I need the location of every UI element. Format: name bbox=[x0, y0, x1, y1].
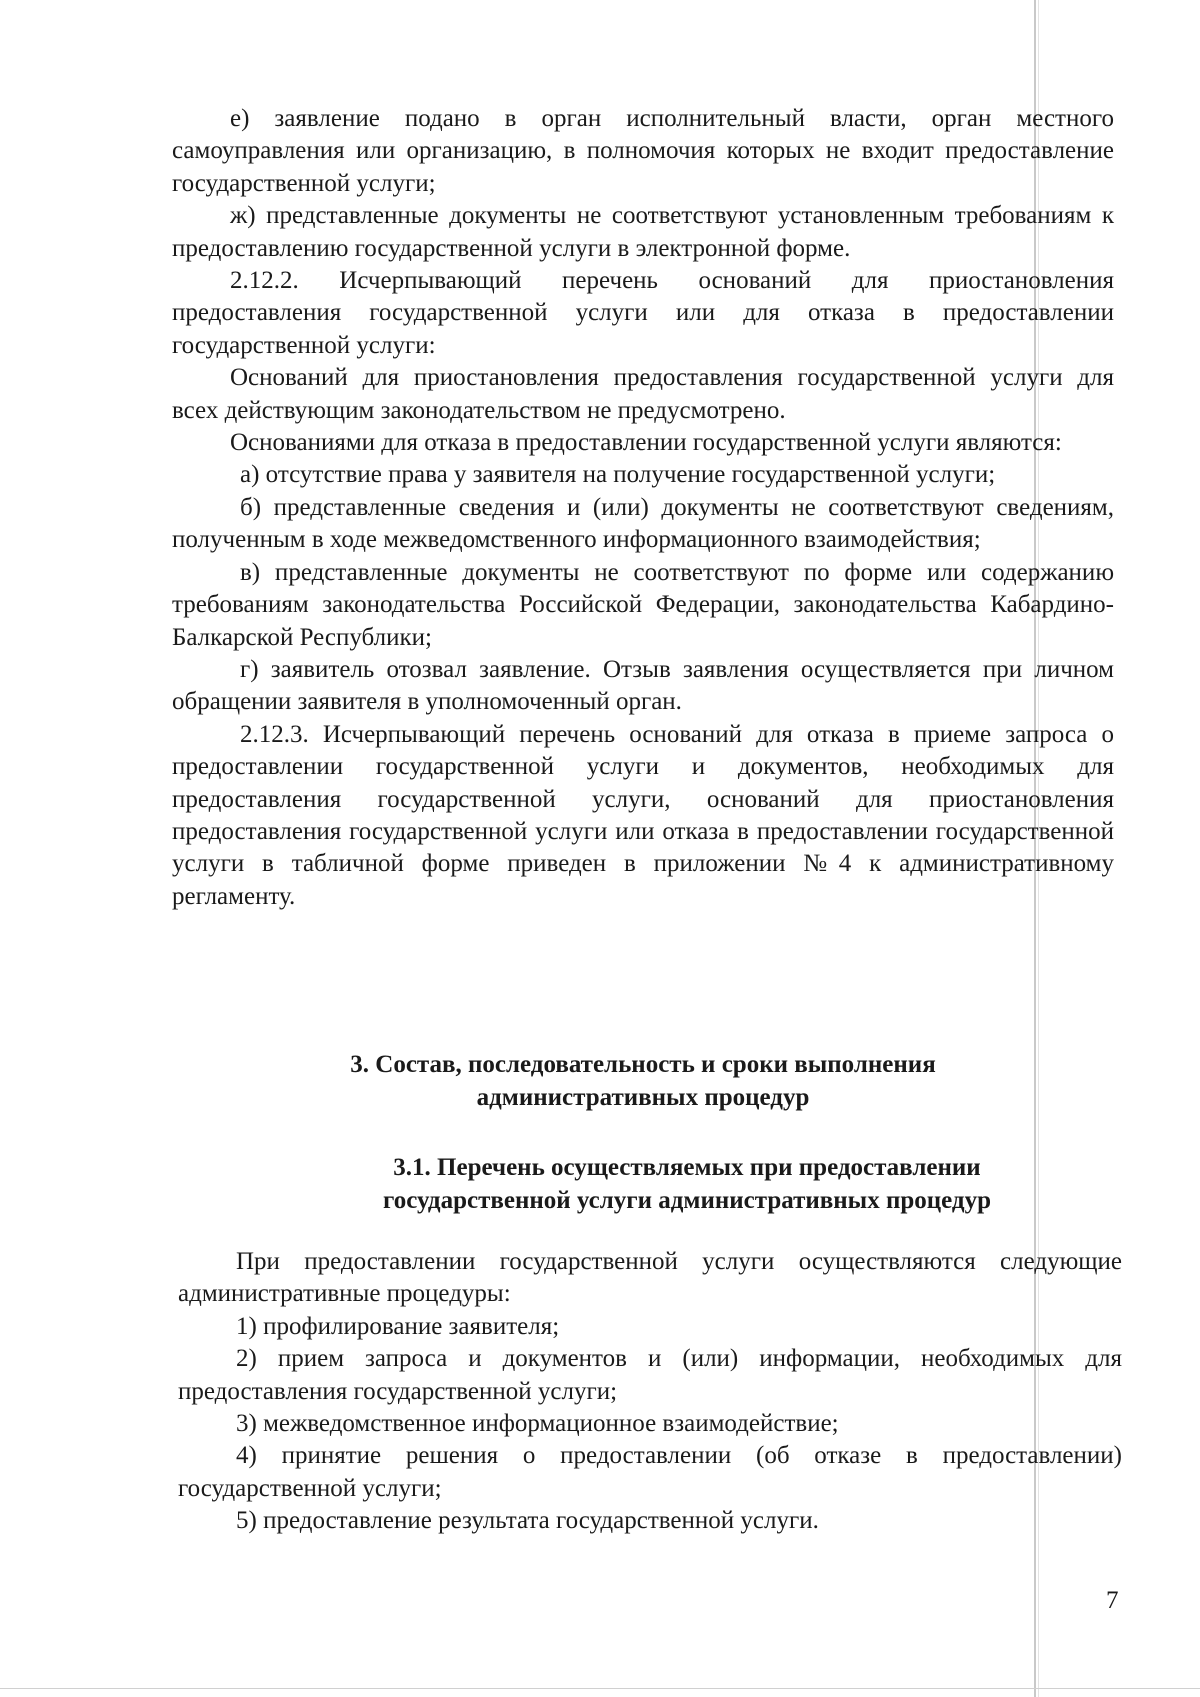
section-3-1-heading-line2: государственной услуги административных процедур bbox=[383, 1187, 991, 1214]
procedure-item-1: 1) профилирование заявителя; bbox=[236, 1312, 560, 1340]
paragraph-2-12-2: 2.12.2. Исчерпывающий перечень оснований для приостановления предоставления государственной услуги или для отказа в предоставлении государственной услуги: bbox=[172, 267, 1114, 359]
paragraph-item-e: е) заявление подано в орган исполнительный власти, орган местного самоуправления или организацию, в полномочия которых не входит предоставление государственной услуги; bbox=[172, 105, 1114, 197]
procedure-item-3: 3) межведомственное информационное взаимодействие; bbox=[236, 1410, 839, 1438]
procedure-item-2: 2) прием запроса и документов и (или) информации, необходимых для предоставления государственной услуги; bbox=[178, 1345, 1122, 1405]
section-3-heading-line1: 3. Состав, последовательность и сроки выполнения bbox=[350, 1051, 936, 1078]
procedure-item-4: 4) принятие решения о предоставлении (об отказе в предоставлении) государственной услуги; bbox=[178, 1442, 1122, 1502]
list-item-v: в) представленные документы не соответствуют по форме или содержанию требованиям законодательства Российской Федерации, законодательства Кабардино-Балкарской Республики; bbox=[172, 558, 1114, 651]
paragraph-2-12-3: 2.12.3. Исчерпывающий перечень оснований для отказа в приеме запроса о предоставлении государственной услуги и документов, необходимых для предоставления государственной услуги, оснований для приостановления предоставления государственной услуги или отказа в предоставлении государственной услуги в табличной форме приведен в приложении №4 к административному регламенту. bbox=[172, 720, 1114, 910]
bottom-text-block bbox=[178, 1246, 1122, 1538]
page-number: 7 bbox=[1106, 1587, 1119, 1614]
paragraph-procedures-intro: При предоставлении государственной услуги осуществляются следующие административные процедуры: bbox=[178, 1248, 1122, 1308]
section-3-heading-line2: административных процедур bbox=[476, 1084, 810, 1111]
list-item-a: а) отсутствие права у заявителя на получение государственной услуги; bbox=[240, 461, 996, 489]
list-item-b: б) представленные сведения и (или) документы не соответствуют сведениям, полученным в ходе межведомственного информационного взаимодействия; bbox=[172, 493, 1114, 554]
procedure-item-5: 5) предоставление результата государственной услуги. bbox=[236, 1507, 819, 1535]
list-item-g: г) заявитель отозвал заявление. Отзыв заявления осуществляется при личном обращении заявителя в уполномоченный орган. bbox=[172, 655, 1114, 716]
section-3-heading bbox=[172, 1048, 1114, 1114]
paragraph-no-suspension-grounds: Оснований для приостановления предоставления государственной услуги для всех действующим законодательством не предусмотрено. bbox=[172, 364, 1114, 424]
section-3-1-heading bbox=[172, 1151, 1200, 1217]
scan-artifact-horizontal-line bbox=[0, 1688, 1200, 1689]
paragraph-item-zh: ж) представленные документы не соответствуют установленным требованиям к предоставлению государственной услуги в электронной форме. bbox=[172, 202, 1114, 262]
top-text-block bbox=[172, 103, 1114, 913]
section-3-1-heading-line1: 3.1. Перечень осуществляемых при предоставлении bbox=[393, 1154, 981, 1181]
paragraph-refusal-grounds-intro: Основаниями для отказа в предоставлении государственной услуги являются: bbox=[230, 429, 1062, 457]
